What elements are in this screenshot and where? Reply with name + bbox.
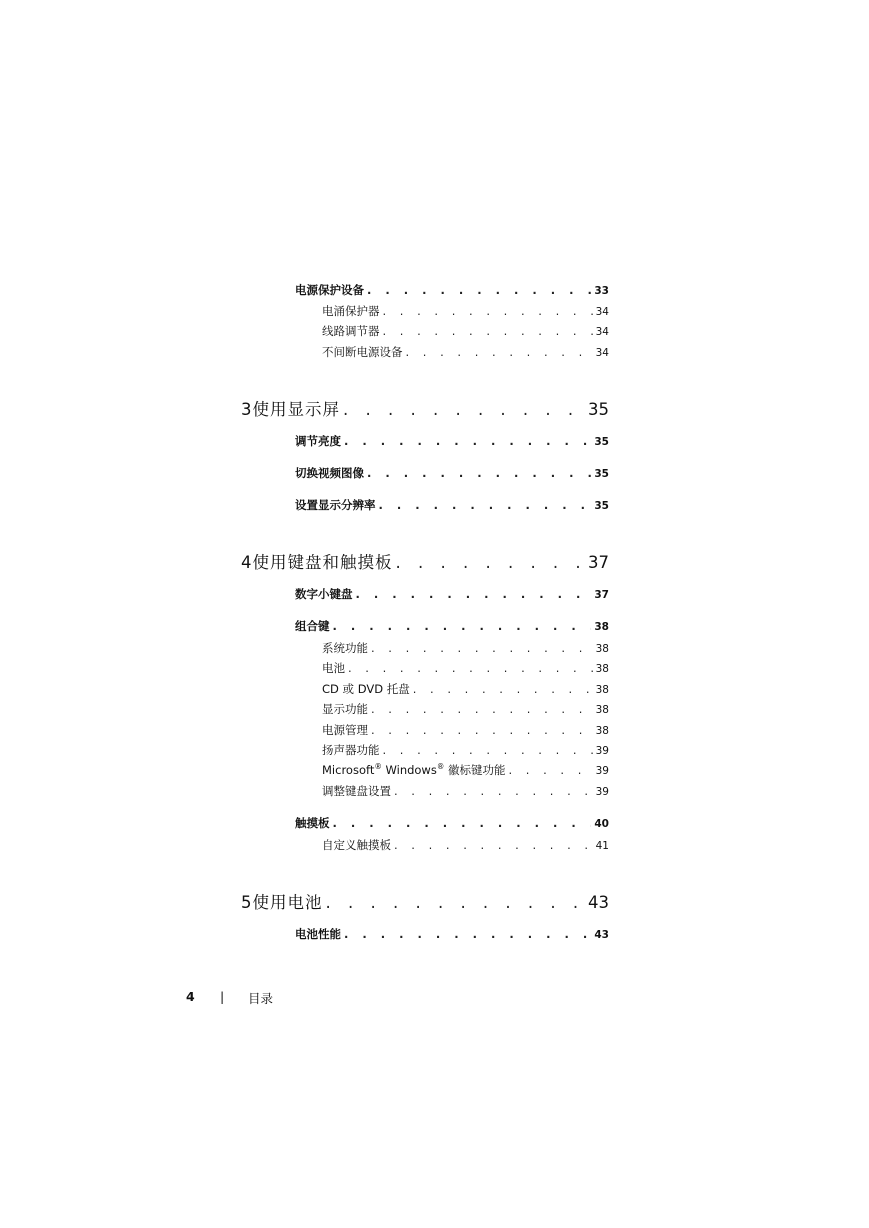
toc-entry-page: 38 <box>595 725 609 737</box>
toc-leader-dots <box>371 723 593 737</box>
toc-leader-dots <box>348 661 593 675</box>
toc-leader-dots <box>344 434 591 448</box>
toc-leader-dots <box>326 893 586 912</box>
toc-entry[interactable] <box>322 344 609 360</box>
toc-entry-label: 电池 <box>322 661 345 675</box>
toc-entry[interactable] <box>322 640 609 656</box>
chapter-number: 4 <box>241 553 253 572</box>
footer-page-number: 4 <box>186 989 195 1004</box>
toc-entry[interactable] <box>322 783 609 799</box>
toc-entry-page: 40 <box>594 818 609 830</box>
toc-entry-label: 调整键盘设置 <box>322 784 391 798</box>
toc-entry-label: 自定义触摸板 <box>322 838 391 852</box>
toc-entry-label: 触摸板 <box>295 816 330 830</box>
toc-leader-dots <box>509 763 593 777</box>
chapter-title: 使用电池 <box>252 893 323 912</box>
toc-leader-dots <box>333 619 592 633</box>
toc-entry-page: 39 <box>595 786 609 798</box>
toc-entry-page: 39 <box>595 765 609 777</box>
toc-entry[interactable] <box>295 926 609 942</box>
toc-entry-label: 电源保护设备 <box>295 283 364 297</box>
label-text: Microsoft <box>322 763 375 777</box>
toc-leader-dots <box>379 498 592 512</box>
toc-entry-label: 不间断电源设备 <box>322 345 403 359</box>
chapter-title: 使用键盘和触摸板 <box>252 553 393 572</box>
toc-entry[interactable] <box>295 282 609 298</box>
toc-entry-label: 显示功能 <box>322 702 368 716</box>
toc-entry-label: CD 或 DVD 托盘 <box>322 682 410 696</box>
toc-entry-page: 38 <box>595 684 609 696</box>
toc-leader-dots <box>343 400 585 419</box>
toc-entry[interactable] <box>295 586 609 602</box>
toc-leader-dots <box>367 283 591 297</box>
toc-leader-dots <box>413 682 593 696</box>
toc-entry-label: 调节亮度 <box>295 434 341 448</box>
toc-leader-dots <box>383 324 593 338</box>
toc-entry-label: 设置显示分辨率 <box>295 498 376 512</box>
toc-entry-page: 38 <box>595 704 609 716</box>
toc-entry[interactable] <box>295 618 609 634</box>
toc-entry-page: 38 <box>595 663 609 675</box>
footer-title: 目录 <box>248 991 274 1006</box>
toc-leader-dots <box>406 345 593 359</box>
toc-entry-page: 43 <box>588 893 609 912</box>
toc-entry[interactable] <box>322 323 609 339</box>
toc-entry-page: 35 <box>594 436 609 448</box>
toc-entry-label: 电源管理 <box>322 723 368 737</box>
toc-entry-label: 线路调节器 <box>322 324 380 338</box>
toc-entry[interactable] <box>295 465 609 481</box>
toc-leader-dots <box>383 304 593 318</box>
toc-leader-dots <box>371 702 593 716</box>
toc-entry[interactable] <box>322 681 609 697</box>
toc-entry-label: 系统功能 <box>322 641 368 655</box>
toc-entry-page: 35 <box>594 500 609 512</box>
chapter-number: 3 <box>241 400 253 419</box>
label-text: 徽标键功能 <box>444 763 506 777</box>
toc-entry[interactable] <box>295 497 609 513</box>
toc-chapter[interactable] <box>241 889 609 913</box>
toc-entry-label: 数字小键盘 <box>295 587 353 601</box>
toc-entry[interactable] <box>322 701 609 717</box>
toc-entry[interactable] <box>322 837 609 853</box>
toc-entry-label <box>322 762 506 778</box>
chapter-title: 使用显示屏 <box>252 400 340 419</box>
toc-leader-dots <box>367 466 591 480</box>
toc-entry-page: 43 <box>594 929 609 941</box>
toc-entry-page: 34 <box>595 347 609 359</box>
toc-entry-page: 37 <box>588 553 609 572</box>
toc-leader-dots <box>383 743 593 757</box>
toc-entry-label: 电池性能 <box>295 927 341 941</box>
toc-entry-page: 34 <box>595 326 609 338</box>
toc-entry[interactable] <box>322 742 609 758</box>
footer-separator: | <box>220 989 225 1004</box>
toc-entry[interactable] <box>295 815 609 831</box>
toc-entry-label: 切换视频图像 <box>295 466 364 480</box>
toc-entry-page: 35 <box>588 400 609 419</box>
toc-entry[interactable] <box>295 433 609 449</box>
toc-entry-page: 37 <box>594 589 609 601</box>
toc-chapter[interactable] <box>241 549 609 573</box>
chapter-number: 5 <box>241 893 253 912</box>
toc-entry[interactable] <box>322 303 609 319</box>
toc-entry-page: 38 <box>595 643 609 655</box>
toc-leader-dots <box>371 641 593 655</box>
toc-leader-dots <box>394 838 593 852</box>
toc-entry[interactable] <box>322 722 609 738</box>
toc-leader-dots <box>333 816 592 830</box>
toc-entry-page: 35 <box>594 468 609 480</box>
toc-leader-dots <box>396 553 586 572</box>
toc-entry-label: 扬声器功能 <box>322 743 380 757</box>
toc-chapter[interactable] <box>241 396 609 420</box>
toc-entry-label: 组合键 <box>295 619 330 633</box>
toc-entry-page: 33 <box>594 285 609 297</box>
toc-entry-page: 34 <box>595 306 609 318</box>
toc-entry[interactable] <box>322 660 609 676</box>
registered-mark: ® <box>436 762 445 772</box>
label-text: Windows <box>381 763 437 777</box>
toc-leader-dots <box>344 927 591 941</box>
toc-entry-page: 39 <box>595 745 609 757</box>
toc-entry[interactable] <box>322 762 609 778</box>
toc-entry-page: 41 <box>595 840 609 852</box>
toc-leader-dots <box>356 587 592 601</box>
toc-entry-page: 38 <box>594 621 609 633</box>
toc-entry-label: 电涌保护器 <box>322 304 380 318</box>
toc-leader-dots <box>394 784 593 798</box>
registered-mark: ® <box>374 762 382 772</box>
